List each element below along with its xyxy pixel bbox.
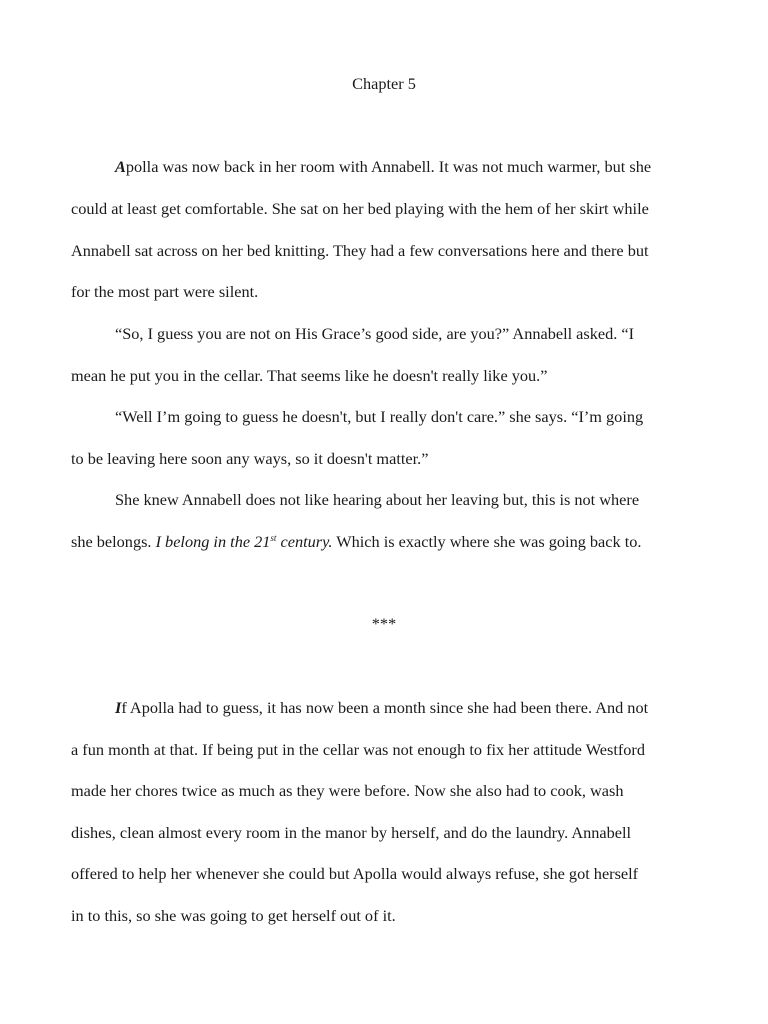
paragraph-1-line-2: could at least get comfortable. She sat on her bed playing with the hem of her skirt while [71, 199, 649, 218]
ordinal-suffix: st [270, 533, 277, 543]
paragraph-4-line-2 [71, 532, 641, 552]
paragraph-5-line-5: offered to help her whenever she could but Apolla would always refuse, she got herself [71, 864, 639, 883]
paragraph-5-line-2: a fun month at that. If being put in the cellar was not enough to fix her attitude Westford [71, 740, 645, 759]
paragraph-3-line-1: “Well I’m going to guess he doesn't, but I really don't care.” she says. “I’m going [115, 407, 644, 426]
dropcap-letter: A [115, 157, 126, 176]
paragraph-2-line-1: “So, I guess you are not on His Grace’s good side, are you?” Annabell asked. “I [115, 324, 635, 343]
paragraph-1-line-1 [115, 157, 651, 177]
paragraph-5-line-1-text: f Apolla had to guess, it has now been a month since she had been there. And not [121, 698, 649, 717]
paragraph-5-line-4: dishes, clean almost every room in the manor by herself, and do the laundry. Annabell [71, 823, 632, 842]
chapter-title: Chapter 5 [352, 74, 416, 93]
paragraph-4-line-1: She knew Annabell does not like hearing about her leaving but, this is not where [115, 490, 640, 509]
paragraph-5-line-1 [115, 698, 648, 718]
paragraph-4-line-2-rest: Which is exactly where she was going back to. [332, 532, 642, 551]
dropcap-letter: I [115, 698, 122, 717]
italic-thought [156, 532, 333, 551]
paragraph-2-line-2: mean he put you in the cellar. That seems like he doesn't really like you.” [71, 366, 548, 385]
paragraph-3-line-2: to be leaving here soon any ways, so it doesn't matter.” [71, 449, 429, 468]
paragraph-5-line-6: in to this, so she was going to get herself out of it. [71, 906, 396, 925]
paragraph-1-line-4: for the most part were silent. [71, 282, 259, 301]
paragraph-5-line-3: made her chores twice as much as they were before. Now she also had to cook, wash [71, 781, 624, 800]
paragraph-1-line-3: Annabell sat across on her bed knitting. They had a few conversations here and there but [71, 241, 649, 260]
paragraph-1-line-1-text: polla was now back in her room with Annabell. It was not much warmer, but she [125, 157, 652, 176]
italic-thought-text: I belong in the 21 [155, 532, 271, 551]
italic-thought-end: century. [276, 532, 333, 551]
paragraph-4-line-2-start: she belongs. [71, 532, 156, 551]
section-break: *** [371, 614, 397, 633]
